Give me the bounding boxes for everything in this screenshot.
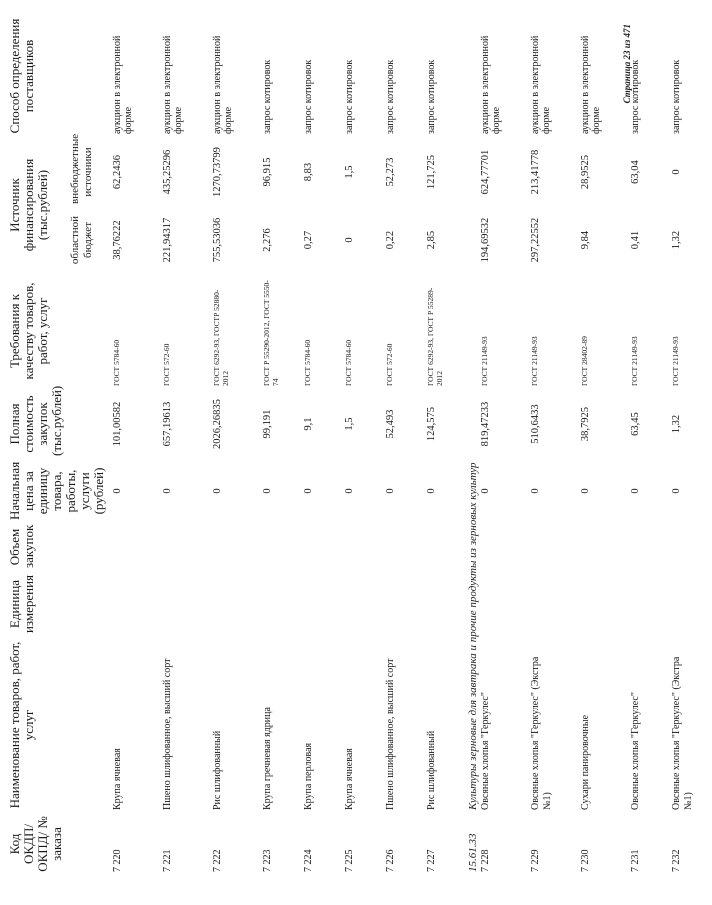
cell-unit — [530, 571, 580, 637]
table-row — [530, 15, 580, 875]
cell-source-regional: 0,22 — [385, 230, 396, 250]
header-source-extra: внебюджетные источники — [68, 133, 94, 204]
header-source-regional: областной бюджет — [68, 215, 94, 265]
cell-start-price: 0 — [671, 488, 682, 494]
cell-source-extra: 63,04 — [630, 160, 641, 184]
cell-quality: ГОСТ Р 55290-2012, ГОСТ 5550-74 — [262, 280, 280, 386]
cell-quality: ГОСТ 5784-60 — [112, 339, 121, 386]
cell-start-price: 0 — [344, 488, 355, 494]
cell-source-regional: 0 — [344, 237, 355, 243]
cell-volume — [212, 523, 262, 571]
cell-source-regional: 297,22552 — [530, 217, 541, 263]
cell-source-regional: 38,76222 — [112, 220, 123, 260]
cell-start-price: 0 — [480, 488, 491, 494]
cell-volume — [385, 523, 426, 571]
cell-source-regional: 2,85 — [426, 230, 437, 250]
cell-quality: ГОСТ 6292-93, ГОСТР 52880-2012 — [212, 289, 230, 386]
cell-source-extra: 28,9525 — [580, 154, 591, 190]
header-full-cost: Полная стоимость закупок (тыс.рублей) — [7, 385, 64, 456]
cell-source-regional: 755,53036 — [212, 217, 223, 263]
cell-unit — [344, 571, 385, 637]
cell-method: аукцион в электронной форме — [530, 35, 552, 134]
cell-unit — [303, 571, 344, 637]
cell-method: запрос котировок — [344, 59, 355, 134]
cell-code: 7 227 — [426, 849, 437, 872]
cell-full-cost: 1,32 — [671, 414, 682, 434]
table-row — [262, 15, 303, 875]
cell-method: запрос котировок — [630, 59, 641, 134]
table-row — [112, 15, 162, 875]
cell-method: аукцион в электронной форме — [212, 35, 234, 134]
group-code: 15.61.33 — [467, 833, 479, 872]
cell-source-extra: 52,273 — [385, 157, 396, 187]
cell-name: Овсяные хлопья "Геркулес" (Экстра №1) — [671, 656, 694, 810]
cell-code: 7 228 — [480, 849, 491, 872]
cell-name: Овсяные хлопья "Геркулес" — [480, 692, 491, 810]
cell-full-cost: 124,575 — [426, 406, 437, 442]
cell-source-extra: 8,83 — [303, 162, 314, 182]
header-method: Способ определения поставщиков — [7, 18, 36, 134]
cell-volume — [630, 523, 671, 571]
cell-code: 7 220 — [112, 849, 123, 872]
cell-unit — [671, 571, 712, 637]
cell-quality: ГОСТ 572-60 — [162, 343, 171, 386]
table-row — [303, 15, 344, 875]
cell-unit — [385, 571, 426, 637]
header-volume: Объем закупок — [7, 524, 36, 568]
cell-full-cost: 657,19613 — [162, 401, 173, 447]
table-row — [426, 15, 467, 875]
cell-full-cost: 2026,26835 — [212, 399, 223, 449]
cell-full-cost: 9,1 — [303, 417, 314, 431]
cell-source-extra: 0 — [671, 169, 682, 175]
cell-source-extra: 1270,73799 — [212, 147, 223, 197]
cell-code: 7 225 — [344, 849, 355, 872]
cell-method: запрос котировок — [671, 59, 682, 134]
cell-source-extra: 213,41778 — [530, 149, 541, 195]
cell-code: 7 231 — [630, 849, 641, 872]
cell-source-extra: 96,915 — [262, 157, 273, 187]
cell-full-cost: 52,493 — [385, 409, 396, 439]
cell-name: Овсяные хлопья "Геркулес" (Экстра №1) — [530, 656, 553, 810]
header-name: Наименование товаров, работ, услуг — [7, 641, 36, 809]
cell-code: 7 232 — [671, 849, 682, 872]
table-row — [162, 15, 212, 875]
cell-source-extra: 62,2436 — [112, 154, 123, 190]
cell-volume — [303, 523, 344, 571]
cell-name: Крупа ячневая — [112, 748, 123, 810]
header-quality: Требования к качеству товаров, работ, услуг — [7, 282, 50, 380]
cell-source-extra: 121,725 — [426, 154, 437, 190]
cell-method: аукцион в электронной форме — [162, 35, 184, 134]
cell-quality: ГОСТ 572-60 — [385, 343, 394, 386]
cell-source-regional: 0,41 — [630, 230, 641, 250]
group-row — [467, 15, 480, 875]
cell-quality: ГОСТ 5784-60 — [303, 339, 312, 386]
header-unit: Единица измерения — [7, 574, 36, 634]
cell-source-extra: 435,25296 — [162, 149, 173, 195]
cell-name: Сухари панировочные — [580, 714, 591, 810]
cell-unit — [580, 571, 630, 637]
cell-volume — [671, 523, 712, 571]
cell-volume — [480, 523, 530, 571]
cell-quality: ГОСТ 21149-93 — [530, 336, 539, 386]
cell-method: аукцион в электронной форме — [580, 35, 602, 134]
procurement-table — [8, 15, 712, 875]
cell-code: 7 226 — [385, 849, 396, 872]
cell-source-regional: 2,276 — [262, 228, 273, 252]
cell-full-cost: 1,5 — [344, 417, 355, 431]
group-title: Культуры зерновые для завтрака и прочие продукты из зерновых культур — [467, 462, 479, 810]
cell-start-price: 0 — [162, 488, 173, 494]
cell-unit — [480, 571, 530, 637]
cell-quality: ГОСТ 5784-60 — [344, 339, 353, 386]
header-code: Код ОКДП/ ОКПД/ № заказа — [7, 816, 64, 872]
cell-start-price: 0 — [303, 488, 314, 494]
cell-start-price: 0 — [580, 488, 591, 494]
cell-start-price: 0 — [426, 488, 437, 494]
table-row — [580, 15, 630, 875]
cell-source-regional: 194,69532 — [480, 217, 491, 263]
cell-full-cost: 38,7925 — [580, 406, 591, 442]
header-source: Источник финансирования (тыс.рублей) — [7, 158, 50, 252]
cell-full-cost: 99,191 — [262, 409, 273, 439]
cell-method: аукцион в электронной форме — [112, 35, 134, 134]
cell-start-price: 0 — [262, 488, 273, 494]
cell-code: 7 223 — [262, 849, 273, 872]
group-section — [467, 15, 480, 875]
header-start-price: Начальная цена за единицу товара, работы, услуги (рублей) — [7, 461, 106, 520]
cell-full-cost: 101,00582 — [112, 401, 123, 447]
cell-source-extra: 1,5 — [344, 165, 355, 179]
table-body-b — [480, 15, 712, 875]
cell-volume — [262, 523, 303, 571]
cell-method: запрос котировок — [385, 59, 396, 134]
cell-full-cost: 819,47233 — [480, 401, 491, 447]
cell-code: 7 221 — [162, 849, 173, 872]
table-row — [385, 15, 426, 875]
table-body-a — [112, 15, 467, 875]
cell-name: Рис шлифованный — [426, 730, 437, 810]
cell-quality: ГОСТ 21149-93 — [630, 336, 639, 386]
cell-source-regional: 9,84 — [580, 230, 591, 250]
cell-code: 7 224 — [303, 849, 314, 872]
cell-quality: ГОСТ 21149-93 — [671, 336, 680, 386]
cell-source-regional: 0,27 — [303, 230, 314, 250]
cell-start-price: 0 — [530, 488, 541, 494]
cell-code: 7 229 — [530, 849, 541, 872]
cell-source-regional: 221,94317 — [162, 217, 173, 263]
cell-unit — [212, 571, 262, 637]
cell-code: 7 230 — [580, 849, 591, 872]
cell-start-price: 0 — [212, 488, 223, 494]
table-row — [671, 15, 712, 875]
page-number: Страница 23 из 471 — [622, 24, 632, 104]
cell-method: запрос котировок — [262, 59, 273, 134]
cell-name: Пшено шлифованное, высший сорт — [385, 658, 396, 810]
table-row — [212, 15, 262, 875]
cell-source-regional: 1,32 — [671, 230, 682, 250]
cell-volume — [580, 523, 630, 571]
table-row — [480, 15, 530, 875]
cell-name: Рис шлифованный — [212, 730, 223, 810]
cell-unit — [630, 571, 671, 637]
cell-unit — [262, 571, 303, 637]
cell-name: Крупа ячневая — [344, 748, 355, 810]
cell-name: Крупа гречневая ядрица — [262, 707, 273, 810]
cell-method: запрос котировок — [426, 59, 437, 134]
table-row — [630, 15, 671, 875]
cell-quality: ГОСТ 28402-89 — [580, 336, 589, 386]
cell-volume — [162, 523, 212, 571]
cell-unit — [162, 571, 212, 637]
cell-volume — [344, 523, 385, 571]
cell-start-price: 0 — [112, 488, 123, 494]
cell-volume — [426, 523, 467, 571]
cell-name: Крупа перловая — [303, 742, 314, 810]
cell-full-cost: 510,6433 — [530, 404, 541, 444]
cell-quality: ГОСТ 6292-93, ГОСТ Р 55289-2012 — [426, 287, 444, 386]
cell-unit — [112, 571, 162, 637]
cell-volume — [530, 523, 580, 571]
cell-source-extra: 624,77701 — [480, 149, 491, 195]
cell-name: Овсяные хлопья "Геркулес" — [630, 692, 641, 810]
cell-start-price: 0 — [630, 488, 641, 494]
cell-method: аукцион в электронной форме — [480, 35, 502, 134]
cell-quality: ГОСТ 21149-93 — [480, 336, 489, 386]
cell-start-price: 0 — [385, 488, 396, 494]
cell-code: 7 222 — [212, 849, 223, 872]
table-row — [344, 15, 385, 875]
cell-volume — [112, 523, 162, 571]
cell-full-cost: 63,45 — [630, 412, 641, 436]
cell-name: Пшено шлифованное, высший сорт — [162, 658, 173, 810]
cell-unit — [426, 571, 467, 637]
cell-method: запрос котировок — [303, 59, 314, 134]
